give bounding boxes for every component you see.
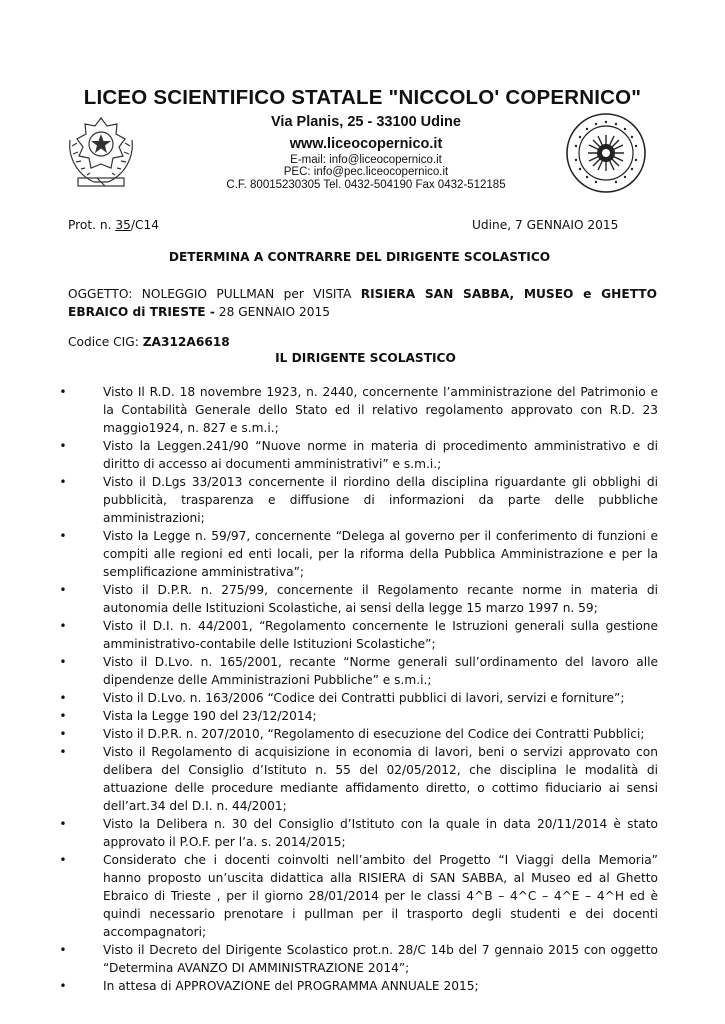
bullet-icon: • (59, 727, 67, 741)
school-pec: PEC: info@pec.liceocopernico.it (283, 166, 449, 178)
bullet-icon: • (59, 385, 67, 399)
cig-label: Codice CIG: (68, 335, 143, 349)
subject-destination: RISIERA SAN SABBA, MUSEO e GHETTO EBRAICO di TRIESTE - (68, 287, 657, 319)
protocol-suffix: /C14 (130, 218, 159, 232)
list-item (58, 977, 658, 995)
list-item-text: Visto il D.P.R. n. 207/2010, “Regolamento di esecuzione del Codice dei Contratti Pubblici; (103, 727, 645, 741)
list-item-text: Visto il D.Lvo. n. 165/2001, recante “Norme generali sull’ordinamento del lavoro alle dipendenze delle Amministrazioni Pubbliche” e s.m.i.; (103, 655, 658, 687)
document-title: DETERMINA A CONTRARRE DEL DIRIGENTE SCOLASTICO (168, 250, 551, 264)
bullet-icon: • (59, 583, 67, 597)
protocol-value: 35 (115, 218, 131, 232)
list-item (58, 815, 658, 851)
bullet-icon: • (59, 979, 67, 993)
bullet-icon: • (59, 619, 67, 633)
bullet-icon: • (59, 817, 67, 831)
bullet-icon: • (59, 439, 67, 453)
list-item (58, 437, 658, 473)
school-tax-contacts: C.F. 80015230305 Tel. 0432-504190 Fax 0432-512185 (226, 179, 506, 191)
list-item (58, 617, 658, 653)
list-item (58, 473, 658, 527)
subject-prefix: OGGETTO: NOLEGGIO PULLMAN per VISITA (68, 287, 361, 301)
list-item-text: Visto il D.Lvo. n. 163/2006 “Codice dei Contratti pubblici di lavori, servizi e forniture”; (103, 691, 625, 705)
school-name: LICEO SCIENTIFICO STATALE "NICCOLO' COPERNICO" (83, 86, 642, 109)
school-website: www.liceocopernico.it (289, 136, 443, 152)
list-item (58, 725, 658, 743)
list-item-text: Visto Il R.D. 18 novembre 1923, n. 2440, concernente l’amministrazione del Patrimonio e la Contabilità Generale dello Stato ed il relativo regolamento approvato con R.D. 23 maggio1924, n. 827 e s.m.i.; (103, 385, 658, 435)
list-item-text: Visto il Regolamento di acquisizione in economia di lavori, beni o servizi approvato con delibera del Consiglio d’Istituto n. 55 del 02/05/2012, che disciplina le modalità di attuazione delle procedure mediante affidamento diretto, o cottimo fiduciario ai sensi dell’art.34 del D.I. n. 44/2001; (103, 745, 658, 813)
bullet-icon: • (59, 745, 67, 759)
subject-line (68, 285, 657, 321)
school-address: Via Planis, 25 - 33100 Udine (271, 114, 461, 130)
document-date: Udine, 7 GENNAIO 2015 (472, 218, 619, 232)
list-item-text: Visto la Leggen.241/90 “Nuove norme in materia di procedimento amministrativo e di diritto di accesso ai documenti amministrativi” e s.m.i.; (103, 439, 658, 471)
bullet-icon: • (59, 853, 67, 867)
list-item (58, 581, 658, 617)
list-item (58, 743, 658, 815)
list-item (58, 527, 658, 581)
list-item (58, 941, 658, 977)
list-item-text: Visto il Decreto del Dirigente Scolastico prot.n. 28/C 14b del 7 gennaio 2015 con oggetto “Determina AVANZO DI AMMINISTRAZIONE 2014”; (103, 943, 658, 975)
subject-date: 28 GENNAIO 2015 (214, 305, 330, 319)
premises-list (58, 383, 658, 995)
list-item-text: Visto il D.Lgs 33/2013 concernente il riordino della disciplina riguardante gli obblighi di pubblicità, trasparenza e diffusione di informazioni da parte delle pubbliche amministrazioni; (103, 475, 658, 525)
protocol-number (68, 218, 159, 232)
list-item-text: Visto il D.I. n. 44/2001, “Regolamento concernente le Istruzioni generali sulla gestione amministrativo-contabile delle Istituzioni Scolastiche”; (103, 619, 658, 651)
bullet-icon: • (59, 943, 67, 957)
list-item (58, 707, 658, 725)
bullet-icon: • (59, 709, 67, 723)
cig-value: ZA312A6618 (142, 335, 230, 349)
cig-code (68, 335, 230, 349)
liceo-copernico-seal (565, 112, 647, 194)
bullet-icon: • (59, 475, 67, 489)
list-item-text: In attesa di APPROVAZIONE del PROGRAMMA ANNUALE 2015; (103, 979, 479, 993)
list-item-text: Visto la Delibera n. 30 del Consiglio d’Istituto con la quale in data 20/11/2014 è stato approvato il P.O.F. per l’a. s. 2014/2015; (103, 817, 658, 849)
list-item (58, 689, 658, 707)
list-item (58, 653, 658, 689)
school-email: E-mail: info@liceocopernico.it (290, 154, 442, 166)
protocol-prefix: Prot. n. (68, 218, 116, 232)
list-item (58, 851, 658, 941)
bullet-icon: • (59, 529, 67, 543)
list-item-text: Visto la Legge n. 59/97, concernente “Delega al governo per il conferimento di funzioni e compiti alle regioni ed enti locali, per la riforma della Pubblica Amministrazione e per la semplificazione amministrativa”; (103, 529, 658, 579)
list-item-text: Considerato che i docenti coinvolti nell’ambito del Progetto “I Viaggi della Memoria” hanno proposto un’uscita didattica alla RISIERA di SAN SABBA, al Museo ed al Ghetto Ebraico di Trieste , per il giorno 28/01/2014 per le classi 4^B – 4^C – 4^E – 4^H ed è quindi necessario prenotare i pullman per il trasporto degli studenti e dei docenti accompagnatori; (103, 853, 658, 939)
list-item-text: Visto il D.P.R. n. 275/99, concernente il Regolamento recante norme in materia di autonomia delle Istituzioni Scolastiche, ai sensi della legge 15 marzo 1997 n. 59; (103, 583, 658, 615)
repubblica-italiana-emblem (64, 112, 138, 190)
bullet-icon: • (59, 655, 67, 669)
section-title: IL DIRIGENTE SCOLASTICO (275, 351, 456, 365)
list-item-text: Vista la Legge 190 del 23/12/2014; (103, 709, 317, 723)
bullet-icon: • (59, 691, 67, 705)
list-item (58, 383, 658, 437)
